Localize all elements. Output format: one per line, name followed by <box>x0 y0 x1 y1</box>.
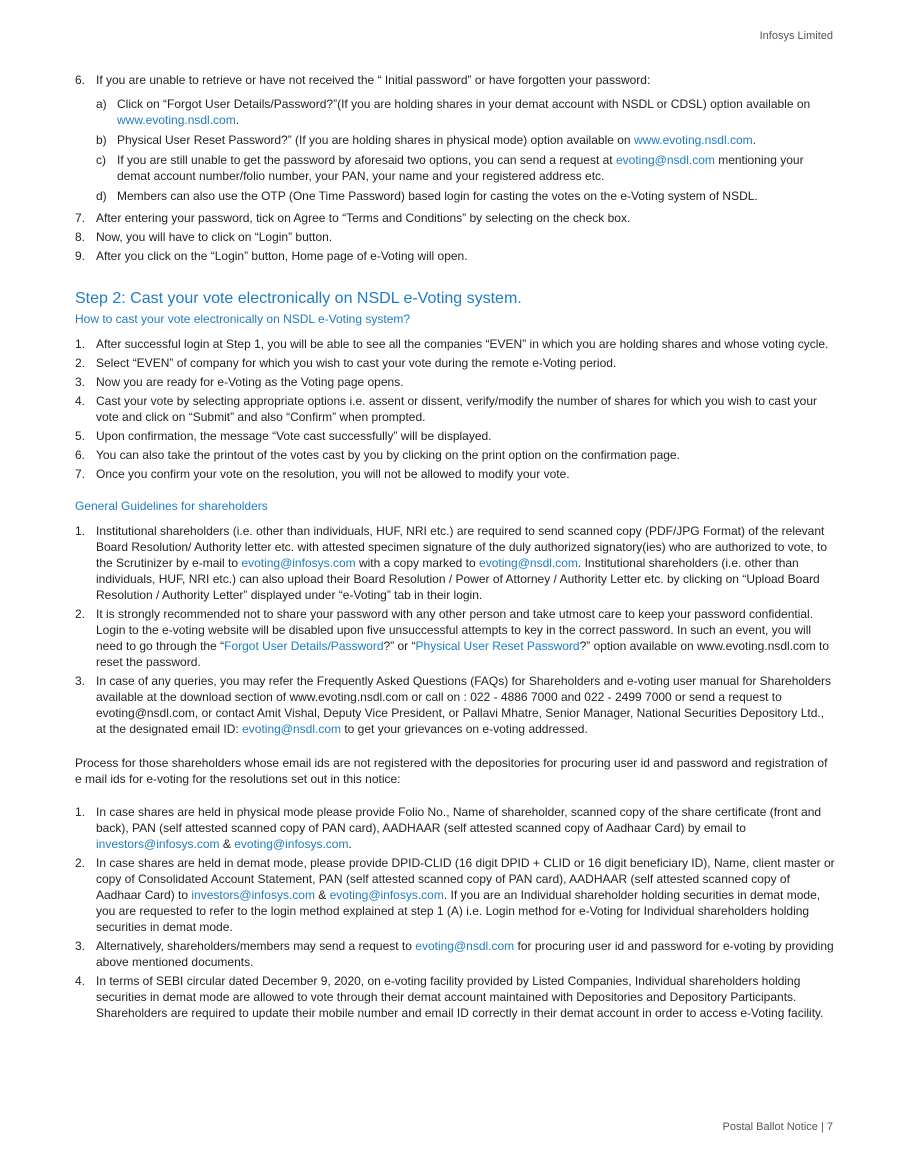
reset-password-link[interactable]: Physical User Reset Password <box>415 639 580 653</box>
sub-text: Members can also use the OTP (One Time Password) based login for casting the votes on the e-Voting system of NSDL. <box>117 189 758 203</box>
list-text: Institutional shareholders (i.e. other than individuals, HUF, NRI etc.) are required to send scanned copy (PDF/JPG Format) of the relevant Board Resolution/ Authority letter etc. with attested specimen signature of the duly authorized signatory(ies) who are authorized to vote, to the Scrutinizer by e-mail to <box>96 524 828 570</box>
sub-text: . <box>752 133 756 147</box>
list-item <box>75 336 835 352</box>
list-text: In case shares are held in physical mode please provide Folio No., Name of shareholder, scanned copy of the share certificate (front and back), PAN (self attested scanned copy of PAN card), AADHAAR (self attested scanned copy of Aadhaar Card) by email to <box>96 805 822 835</box>
list-text: with a copy marked to <box>355 556 480 570</box>
email-link[interactable]: evoting@infosys.com <box>329 888 444 902</box>
email-link[interactable]: evoting@infosys.com <box>241 556 356 570</box>
list-number: 5. <box>75 429 86 443</box>
email-link[interactable]: evoting@infosys.com <box>234 837 349 851</box>
list-number: 2. <box>75 607 86 621</box>
list-number: 4. <box>75 974 86 988</box>
list-text: In terms of SEBI circular dated December 9, 2020, on e-voting facility provided by Listed Companies, Individual shareholders holding securities in demat mode are allowed to vote through their demat account maintained with Depositories and Depository Participants. Shareholders are required to update their mobile number and email ID correctly in their demat account in order to access e-Voting facility. <box>96 974 824 1020</box>
list-item <box>75 210 835 226</box>
list-text: ?” option available on www.evoting.nsdl.com to reset the password. <box>96 639 830 669</box>
list-item <box>75 72 835 204</box>
evoting-link[interactable]: www.evoting.nsdl.com <box>633 133 753 147</box>
step2-heading: Step 2: Cast your vote electronically on NSDL e-Voting system. <box>75 290 522 307</box>
sub-text: mentioning your demat account number/folio number, your PAN, your name and your registered address etc. <box>117 153 804 183</box>
page-footer-label: Postal Ballot Notice | 7 <box>722 1121 833 1133</box>
sub-text: Physical User Reset Password?” (If you are holding shares in physical mode) option available on <box>117 133 634 147</box>
email-link[interactable]: investors@infosys.com <box>96 837 220 851</box>
password-steps-list <box>75 72 835 264</box>
list-item <box>75 606 835 670</box>
list-number: 2. <box>75 856 86 870</box>
process-intro: Process for those shareholders whose email ids are not registered with the depositories for procuring user id and password and registration of e mail ids for e-voting for the resolutions set out in this notice: <box>75 756 828 786</box>
list-text: Upon confirmation, the message “Vote cast successfully” will be displayed. <box>96 429 492 443</box>
list-item <box>75 248 835 264</box>
sub-letter: b) <box>96 133 107 147</box>
list-text: for procuring user id and password for e-voting by providing above mentioned documents. <box>96 939 834 969</box>
list-text: Now you are ready for e-Voting as the Voting page opens. <box>96 375 404 389</box>
list-number: 6. <box>75 73 86 87</box>
list-item <box>75 523 835 603</box>
list-text: After successful login at Step 1, you will be able to see all the companies “EVEN” in which you are holding shares and whose voting cycle. <box>96 337 829 351</box>
list-number: 2. <box>75 356 86 370</box>
list-text: After you click on the “Login” button, Home page of e-Voting will open. <box>96 249 468 263</box>
list-item <box>75 673 835 737</box>
list-text: Now, you will have to click on “Login” button. <box>96 230 333 244</box>
list-number: 8. <box>75 230 86 244</box>
list-text: You can also take the printout of the votes cast by you by clicking on the print option on the confirmation page. <box>96 448 680 462</box>
list-text: After entering your password, tick on Agree to “Terms and Conditions” by selecting on the check box. <box>96 211 631 225</box>
list-text: & <box>314 888 330 902</box>
list-number: 1. <box>75 524 86 538</box>
list-text: . If you are an Individual shareholder holding securities in demat mode, you are requested to refer to the login method explained at step 1 (A) i.e. Login method for e-Voting for Individual shareholders holding securities in demat mode. <box>96 888 821 934</box>
evoting-link[interactable]: www.evoting.nsdl.com <box>117 113 236 127</box>
email-link[interactable]: evoting@nsdl.com <box>615 153 715 167</box>
page-header-company: Infosys Limited <box>759 30 833 42</box>
process-list <box>75 804 835 1021</box>
guidelines-list <box>75 523 835 737</box>
sub-letter: d) <box>96 189 107 203</box>
list-item <box>75 466 835 482</box>
password-recovery-sublist <box>96 96 835 204</box>
email-link[interactable]: evoting@nsdl.com <box>415 939 515 953</box>
step2-list <box>75 336 835 482</box>
list-number: 3. <box>75 674 86 688</box>
list-text: . Institutional shareholders (i.e. other than individuals, HUF, NRI etc.) can also upload their Board Resolution / Power of Attorney / Authority Letter etc. by clicking on “Upload Board Resolution / Authority Letter” displayed under “e-Voting” tab in their login. <box>96 556 820 602</box>
guidelines-heading: General Guidelines for shareholders <box>75 499 268 513</box>
list-item <box>75 804 835 852</box>
list-text: In case of any queries, you may refer the Frequently Asked Questions (FAQs) for Shareholders and e-voting user manual for Shareholders available at the download section of www.evoting.nsdl.com or call on : 022 - 4886 7000 and 022 - 2499 7000 or send a request to evoting@nsdl.com, or contact Amit Vishal, Deputy Vice President, or Pallavi Mhatre, Senior Manager, National Securities Depository Ltd., at the designated email ID: <box>96 674 832 736</box>
list-item <box>75 374 835 390</box>
sub-letter: a) <box>96 97 107 111</box>
list-text: Select “EVEN” of company for which you wish to cast your vote during the remote e-Voting period. <box>96 356 617 370</box>
email-link[interactable]: evoting@nsdl.com <box>479 556 578 570</box>
list-item <box>75 428 835 444</box>
list-number: 9. <box>75 249 86 263</box>
list-item <box>75 447 835 463</box>
forgot-password-link[interactable]: Forgot User Details/Password <box>224 639 384 653</box>
list-number: 3. <box>75 939 86 953</box>
list-text: . <box>348 837 352 851</box>
list-item <box>75 393 835 425</box>
document-body <box>75 72 835 1024</box>
sub-letter: c) <box>96 153 106 167</box>
list-text: & <box>219 837 235 851</box>
list-number: 3. <box>75 375 86 389</box>
list-text: If you are unable to retrieve or have not received the “ Initial password” or have forgotten your password: <box>96 73 651 87</box>
list-text: It is strongly recommended not to share your password with any other person and take utmost care to keep your password confidential. Login to the e-voting website will be disabled upon five unsuccessful attempts to key in the correct password. In such an event, you will need to go through the “ <box>96 607 814 653</box>
list-number: 4. <box>75 394 86 408</box>
list-text: Once you confirm your vote on the resolution, you will not be allowed to modify your vote. <box>96 467 570 481</box>
email-link[interactable]: evoting@nsdl.com <box>242 722 341 736</box>
sub-text: If you are still unable to get the password by aforesaid two options, you can send a request at <box>117 153 616 167</box>
list-text: ?” or “ <box>383 639 416 653</box>
list-item <box>75 229 835 245</box>
sub-item-b <box>96 132 835 148</box>
list-item <box>75 855 835 935</box>
step2-subheading: How to cast your vote electronically on NSDL e-Voting system? <box>75 312 411 326</box>
list-text: Cast your vote by selecting appropriate options i.e. assent or dissent, verify/modify the number of shares for which you wish to cast your vote and click on “Submit” and also “Confirm” when prompted. <box>96 394 818 424</box>
list-text: In case shares are held in demat mode, please provide DPID-CLID (16 digit DPID + CLID or 16 digit beneficiary ID), Name, client master or copy of Consolidated Account Statement, PAN (self attested scanned copy of PAN card), AADHAAR (self attested scanned copy of Aadhaar Card) to <box>96 856 835 902</box>
sub-item-a <box>96 96 835 128</box>
sub-text: . <box>235 113 240 127</box>
email-link[interactable]: investors@infosys.com <box>191 888 315 902</box>
list-text: to get your grievances on e-voting addressed. <box>341 722 588 736</box>
list-item <box>75 355 835 371</box>
sub-item-c <box>96 152 835 184</box>
sub-item-d <box>96 188 835 204</box>
list-item <box>75 938 835 970</box>
list-number: 7. <box>75 467 86 481</box>
list-number: 6. <box>75 448 86 462</box>
list-item <box>75 973 835 1021</box>
list-text: Alternatively, shareholders/members may send a request to <box>96 939 416 953</box>
list-number: 1. <box>75 805 86 819</box>
list-number: 7. <box>75 211 86 225</box>
sub-text: Click on “Forgot User Details/Password?”(If you are holding shares in your demat account with NSDL or CDSL) option available on <box>117 97 811 111</box>
list-number: 1. <box>75 337 86 351</box>
